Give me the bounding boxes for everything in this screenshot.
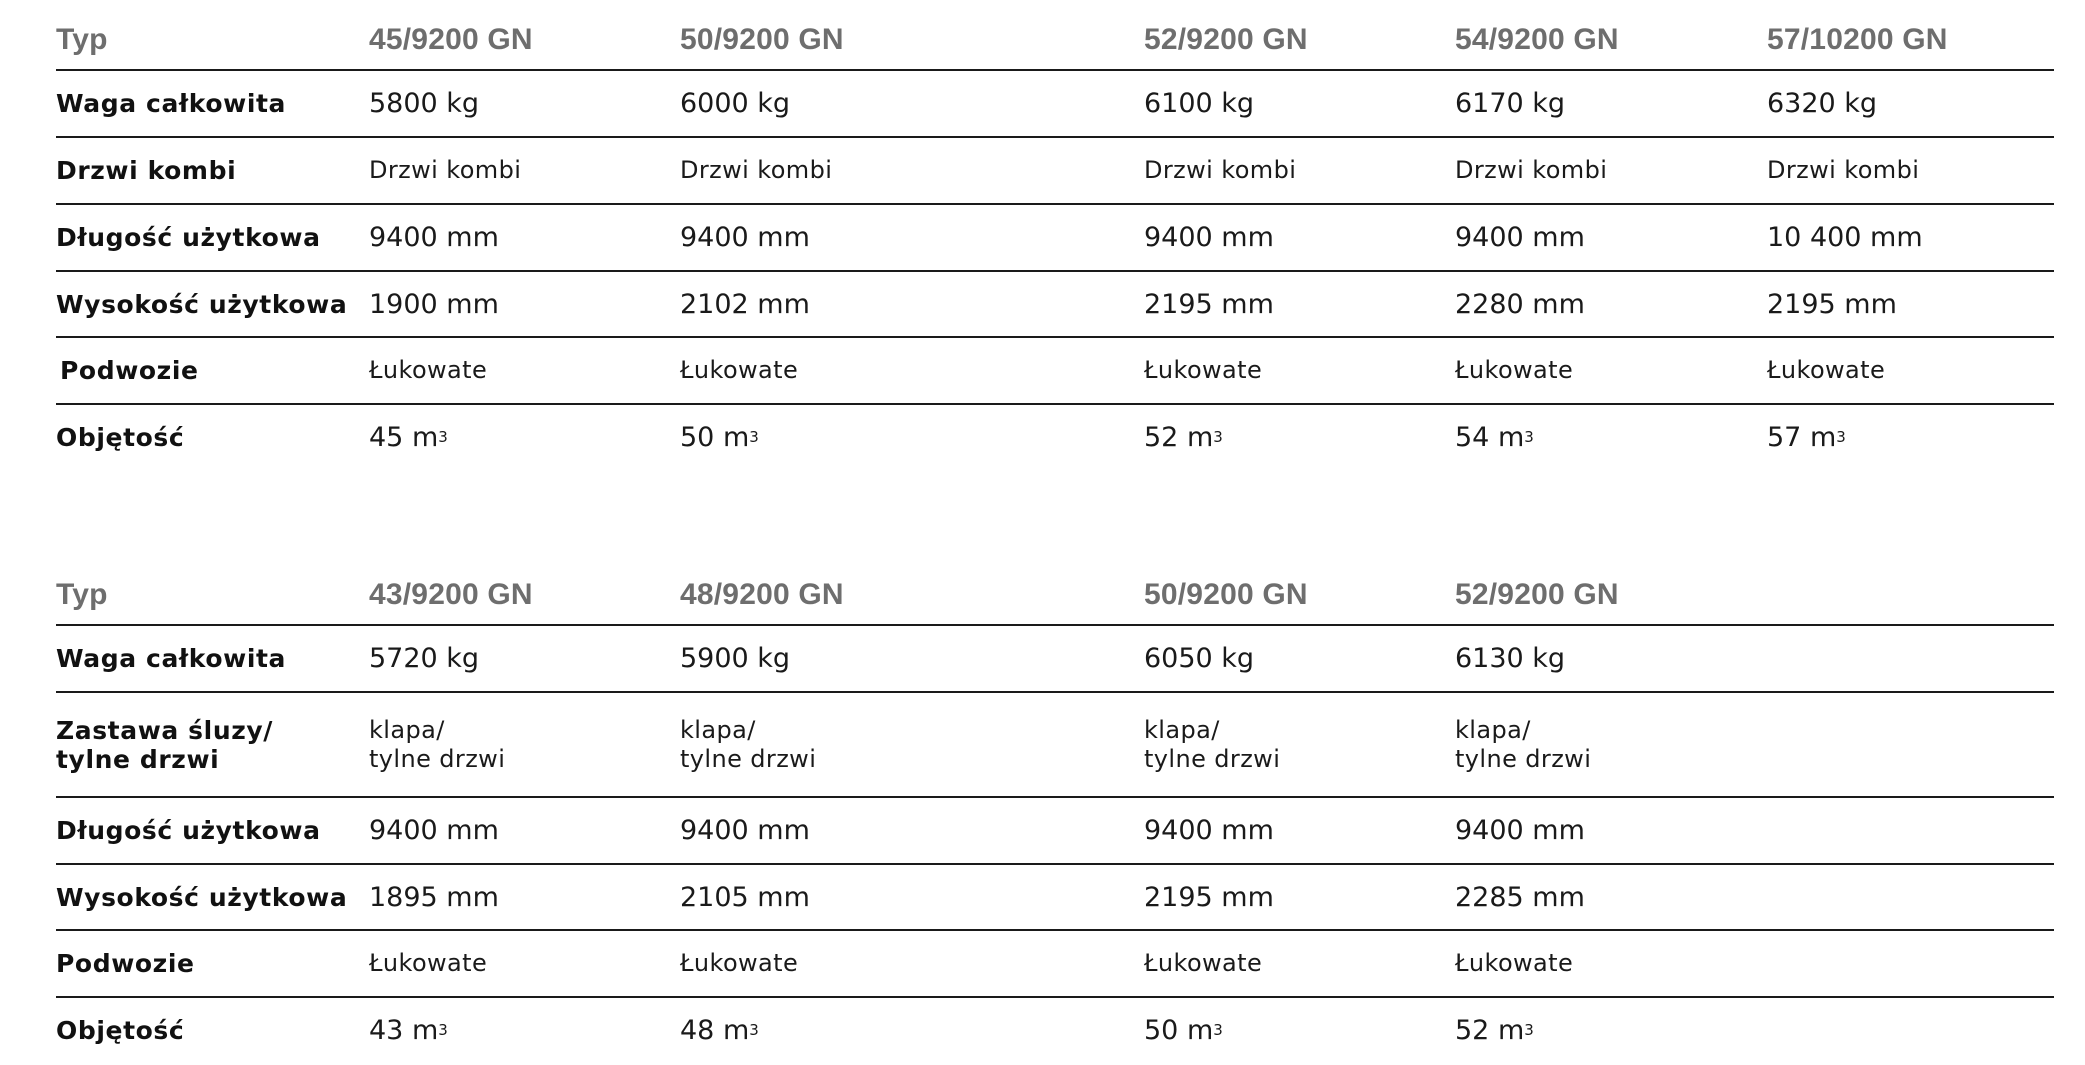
table-cell: 52 m 3	[1455, 1014, 1534, 1046]
header-cell-model: 43/9200 GN	[369, 577, 533, 611]
table-cell	[1455, 693, 1591, 796]
cell-line: klapa/	[369, 715, 445, 744]
row-label: Podwozie	[56, 949, 195, 978]
table-row-doors	[56, 138, 2054, 205]
header-cell-model: 52/9200 GN	[1144, 22, 1308, 56]
table-cell: 2280 mm	[1455, 288, 1585, 320]
table-cell: Łukowate	[680, 356, 799, 384]
row-label	[56, 693, 273, 796]
table-cell	[1144, 693, 1280, 796]
table-row-length	[56, 798, 2054, 865]
table-cell: Łukowate	[1144, 356, 1263, 384]
table-cell: 50 m 3	[1144, 1014, 1223, 1046]
table-cell: 54 m 3	[1455, 421, 1534, 453]
table-cell: 6050 kg	[1144, 643, 1255, 674]
volume-value: 43 m	[369, 1014, 439, 1046]
table-row-volume	[56, 998, 2054, 1062]
table-cell: 2105 mm	[680, 881, 810, 913]
table-cell: 9400 mm	[680, 815, 810, 846]
table-cell: 9400 mm	[1455, 222, 1585, 253]
table-row-height	[56, 865, 2054, 931]
table-cell: 50 m 3	[680, 421, 759, 453]
table-row-volume	[56, 405, 2054, 469]
table-cell: Drzwi kombi	[1455, 156, 1608, 184]
cell-line: klapa/	[1144, 715, 1220, 744]
table-cell: 1895 mm	[369, 881, 499, 913]
table-cell: Łukowate	[680, 949, 799, 977]
header-cell-type: Typ	[56, 577, 108, 611]
table-cell: 6100 kg	[1144, 88, 1255, 119]
table-header-row	[56, 10, 2054, 71]
table-cell: 1900 mm	[369, 288, 499, 320]
table-row-chassis	[56, 931, 2054, 998]
row-label: Długość użytkowa	[56, 816, 321, 845]
table-cell: 6320 kg	[1767, 88, 1878, 119]
table-cell: 43 m 3	[369, 1014, 448, 1046]
table-cell: 9400 mm	[680, 222, 810, 253]
table-cell: 9400 mm	[369, 815, 499, 846]
table-cell: Łukowate	[369, 356, 488, 384]
row-label: Długość użytkowa	[56, 223, 321, 252]
table-cell: 6170 kg	[1455, 88, 1566, 119]
table-cell: 2195 mm	[1144, 881, 1274, 913]
row-label: Podwozie	[60, 356, 199, 385]
table-cell: 45 m 3	[369, 421, 448, 453]
table-cell: 6000 kg	[680, 88, 791, 119]
header-cell-model: 48/9200 GN	[680, 577, 844, 611]
row-label: Drzwi kombi	[56, 156, 237, 185]
volume-value: 50 m	[1144, 1014, 1214, 1046]
table-row-chassis	[56, 338, 2054, 405]
table-row-height	[56, 272, 2054, 338]
table-cell: Drzwi kombi	[369, 156, 522, 184]
header-cell-model: 52/9200 GN	[1455, 577, 1619, 611]
table-cell	[680, 693, 816, 796]
table-cell: 6130 kg	[1455, 643, 1566, 674]
volume-value: 48 m	[680, 1014, 750, 1046]
cell-line: tylne drzwi	[1455, 744, 1592, 773]
table-cell: Łukowate	[1144, 949, 1263, 977]
table-cell: 2102 mm	[680, 288, 810, 320]
table-cell: Łukowate	[369, 949, 488, 977]
table-cell: 57 m 3	[1767, 421, 1846, 453]
cell-line: klapa/	[1455, 715, 1531, 744]
table-cell: Łukowate	[1767, 356, 1886, 384]
table-cell: Łukowate	[1455, 949, 1574, 977]
table-cell: 52 m 3	[1144, 421, 1223, 453]
header-cell-model: 45/9200 GN	[369, 22, 533, 56]
table-row-weight	[56, 626, 2054, 693]
table-cell: 9400 mm	[1144, 815, 1274, 846]
table-cell: 5900 kg	[680, 643, 791, 674]
row-label: Wysokość użytkowa	[56, 289, 348, 319]
table-cell: 9400 mm	[1144, 222, 1274, 253]
table-cell: 2195 mm	[1144, 288, 1274, 320]
header-cell-model: 50/9200 GN	[1144, 577, 1308, 611]
row-label-line: Zastawa śluzy/	[56, 715, 273, 745]
cell-line: tylne drzwi	[680, 744, 817, 773]
row-label-line: tylne drzwi	[56, 744, 220, 774]
table-header-row	[56, 565, 2054, 626]
table-row-sluice-gate	[56, 693, 2054, 798]
table-cell: 2195 mm	[1767, 288, 1897, 320]
table-cell: 5800 kg	[369, 88, 480, 119]
header-cell-type: Typ	[56, 22, 108, 56]
row-label: Objętość	[56, 1015, 185, 1045]
volume-value: 52 m	[1144, 421, 1214, 453]
table-row-length	[56, 205, 2054, 272]
cell-line: klapa/	[680, 715, 756, 744]
row-label: Wysokość użytkowa	[56, 882, 348, 912]
table-cell	[369, 693, 505, 796]
table-cell: Drzwi kombi	[1144, 156, 1297, 184]
volume-value: 54 m	[1455, 421, 1525, 453]
row-label: Waga całkowita	[56, 89, 287, 118]
table-cell: 2285 mm	[1455, 881, 1585, 913]
table-cell: Łukowate	[1455, 356, 1574, 384]
table-cell: 48 m 3	[680, 1014, 759, 1046]
row-label: Objętość	[56, 422, 185, 452]
table-cell: 5720 kg	[369, 643, 480, 674]
table-cell: 10 400 mm	[1767, 222, 1923, 253]
cell-line: tylne drzwi	[1144, 744, 1281, 773]
table-cell: 9400 mm	[1455, 815, 1585, 846]
volume-value: 52 m	[1455, 1014, 1525, 1046]
header-cell-model: 54/9200 GN	[1455, 22, 1619, 56]
table-row-weight	[56, 71, 2054, 138]
row-label: Waga całkowita	[56, 644, 287, 673]
volume-value: 57 m	[1767, 421, 1837, 453]
header-cell-model: 50/9200 GN	[680, 22, 844, 56]
volume-value: 45 m	[369, 421, 439, 453]
volume-value: 50 m	[680, 421, 750, 453]
cell-line: tylne drzwi	[369, 744, 506, 773]
table-cell: Drzwi kombi	[1767, 156, 1920, 184]
header-cell-model: 57/10200 GN	[1767, 22, 1948, 56]
table-cell: 9400 mm	[369, 222, 499, 253]
table-cell: Drzwi kombi	[680, 156, 833, 184]
